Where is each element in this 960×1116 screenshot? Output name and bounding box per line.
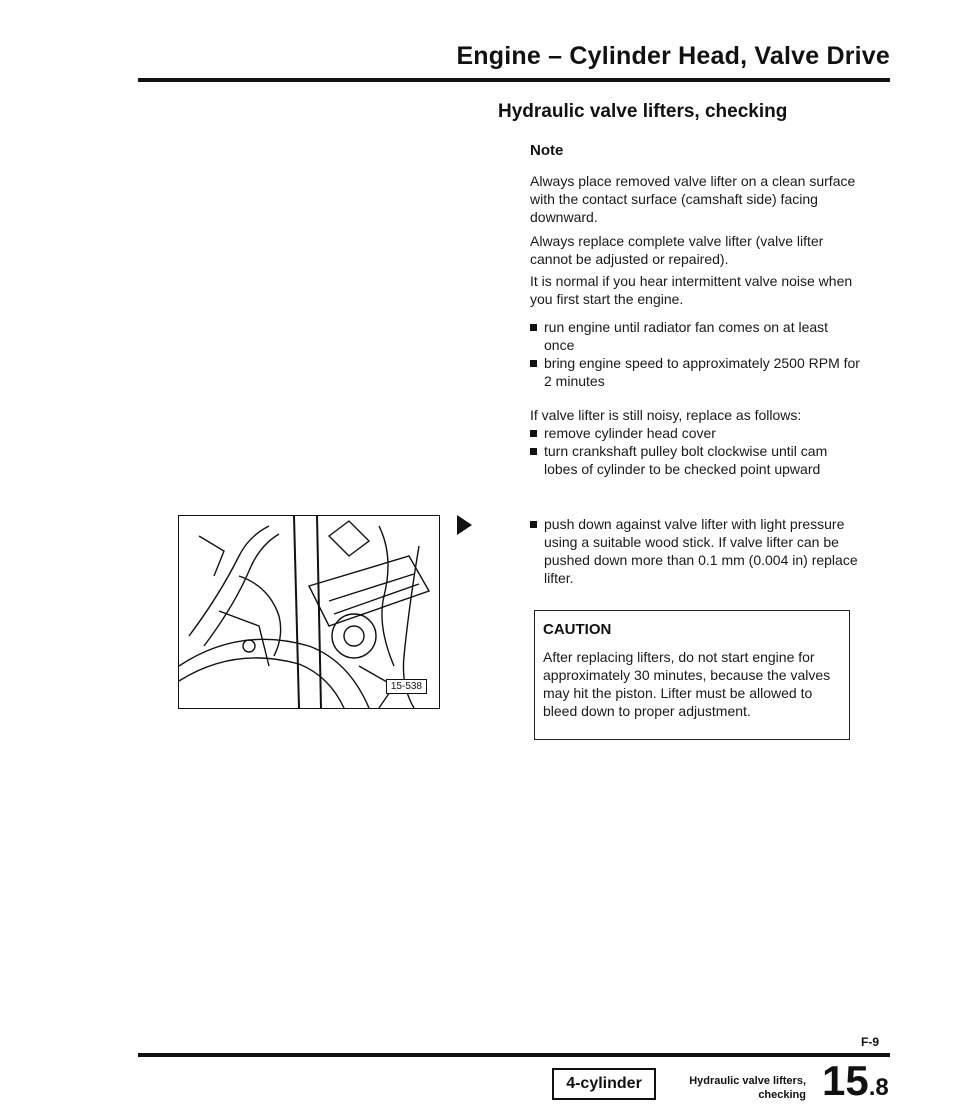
list-item	[530, 515, 860, 587]
noisy-intro: If valve lifter is still noisy, replace as follows:	[530, 407, 802, 423]
figure-reference-number: 15-538	[386, 679, 427, 694]
note-paragraph: Always place removed valve lifter on a clean surface with the contact surface (camshaft side) facing downward.	[530, 173, 856, 225]
step-text: run engine until radiator fan comes on at least once	[544, 319, 829, 353]
push-step-list	[530, 515, 860, 587]
bullet-icon	[530, 360, 537, 367]
figure-pointer-arrow-icon	[457, 515, 472, 535]
section-number-minor: .8	[868, 1074, 889, 1101]
note-paragraph: It is normal if you hear intermittent valve noise when you first start the engine.	[530, 273, 853, 307]
initial-steps-list	[530, 318, 860, 390]
footer-topic-line: Hydraulic valve lifters,	[689, 1075, 806, 1087]
bullet-icon	[530, 430, 537, 437]
bullet-icon	[530, 324, 537, 331]
engine-type-label: 4-cylinder	[566, 1075, 642, 1092]
noisy-steps-list	[530, 424, 860, 478]
engine-illustration	[178, 515, 440, 709]
step-text: remove cylinder head cover	[544, 425, 716, 441]
caution-box	[534, 610, 850, 740]
step-text: push down against valve lifter with light pressure using a suitable wood stick. If valve lifter can be pushed down more than 0.1 mm (0.004 in) replace lifter.	[544, 516, 858, 586]
caution-title: CAUTION	[543, 621, 612, 638]
list-item	[530, 354, 860, 390]
footer-topic	[666, 1074, 806, 1102]
footer-topic-line: checking	[758, 1089, 806, 1101]
note-label: Note	[530, 142, 564, 159]
bullet-icon	[530, 521, 537, 528]
list-item	[530, 424, 860, 442]
bullet-icon	[530, 448, 537, 455]
step-text: turn crankshaft pulley bolt clockwise until cam lobes of cylinder to be checked point upward	[544, 443, 828, 477]
footer-rule	[138, 1053, 890, 1057]
caution-text: After replacing lifters, do not start engine for approximately 30 minutes, because the valves may hit the piston. Lifter must be allowed to bleed down to proper adjustment.	[543, 649, 831, 719]
section-number-major: 15	[822, 1057, 869, 1104]
page-header-title: Engine – Cylinder Head, Valve Drive	[456, 42, 890, 70]
header-rule	[138, 78, 890, 82]
section-number	[822, 1058, 889, 1111]
list-item	[530, 442, 860, 478]
engine-type-tab	[552, 1068, 656, 1100]
page-reference: F-9	[861, 1035, 879, 1049]
step-text: bring engine speed to approximately 2500 RPM for 2 minutes	[544, 355, 860, 389]
list-item	[530, 318, 860, 354]
section-title: Hydraulic valve lifters, checking	[498, 101, 788, 122]
note-paragraph: Always replace complete valve lifter (valve lifter cannot be adjusted or repaired).	[530, 233, 824, 267]
